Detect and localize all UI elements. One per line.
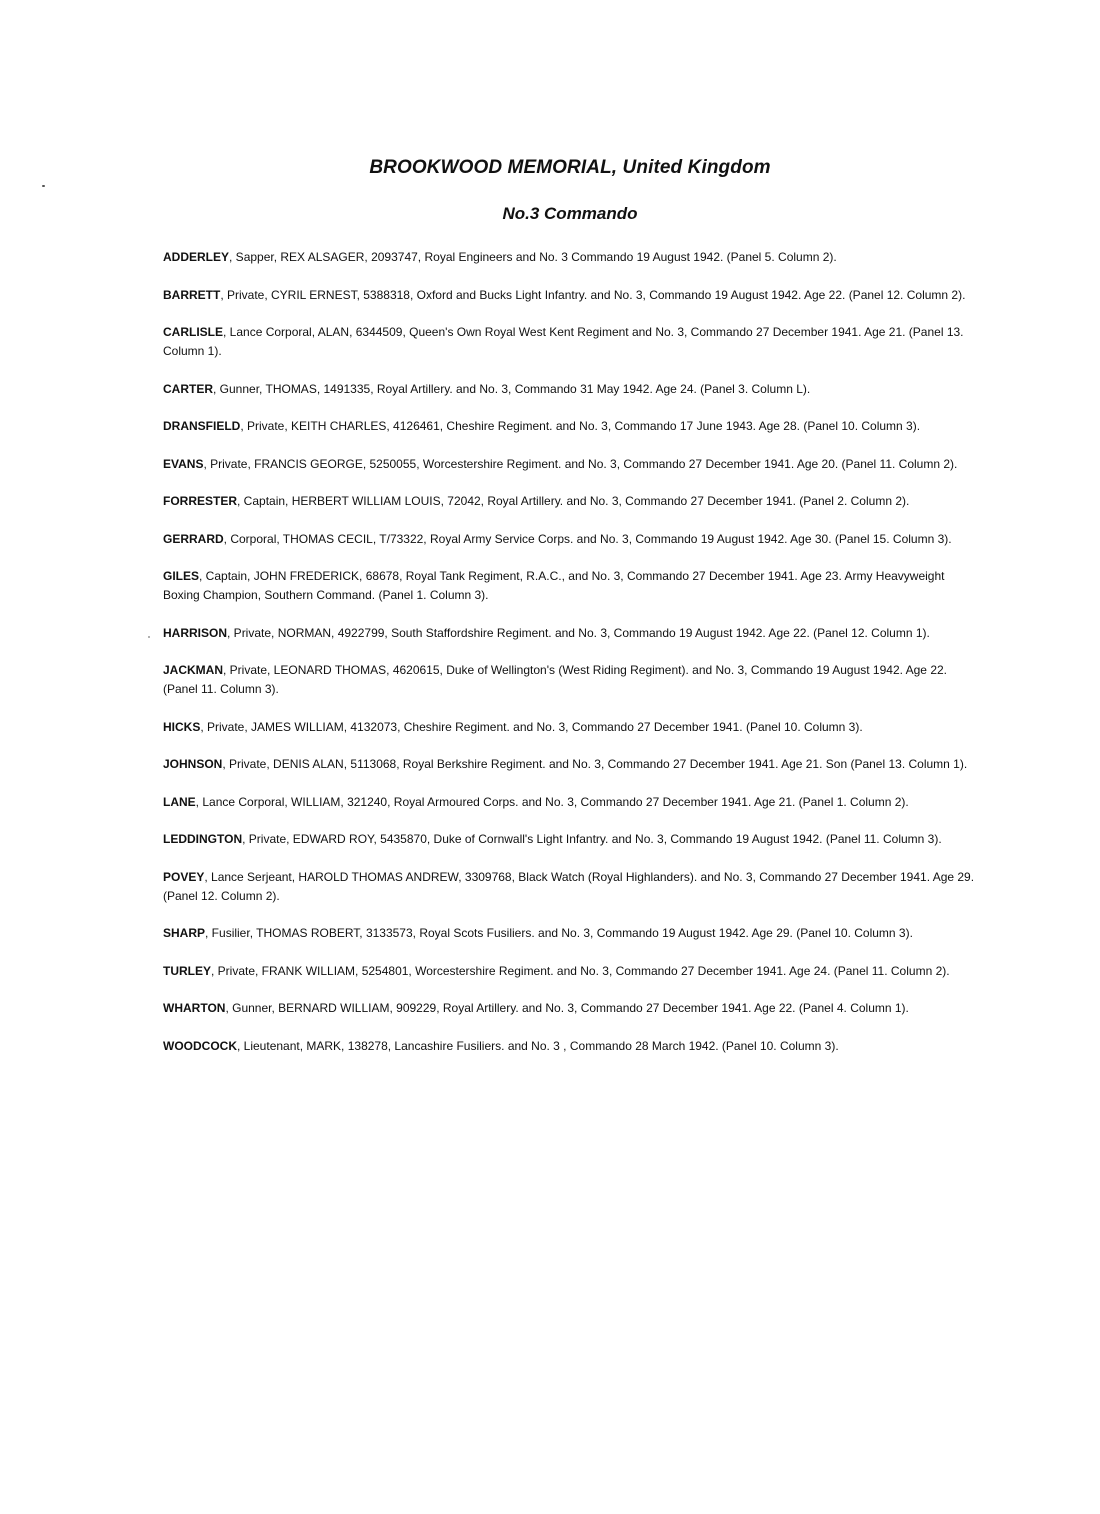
entry-surname: GILES <box>163 569 200 583</box>
casualty-entry <box>163 492 983 511</box>
casualty-entry <box>163 924 983 943</box>
entry-details: , Captain, HERBERT WILLIAM LOUIS, 72042, Royal Artillery. and No. 3, Commando 27 December 1941. (Panel 2. Column 2). <box>237 494 910 508</box>
entry-surname: JOHNSON <box>163 757 223 771</box>
casualty-entry <box>163 624 983 643</box>
entry-details: , Lance Serjeant, HAROLD THOMAS ANDREW, 3309768, Black Watch (Royal Highlanders). and No. 3, Commando 27 December 1941. Age 29. (Panel 12. Column 2). <box>163 869 975 903</box>
entry-surname: WHARTON <box>163 1001 226 1015</box>
entry-details: , Private, CYRIL ERNEST, 5388318, Oxford and Bucks Light Infantry. and No. 3, Commando 19 August 1942. Age 22. (Panel 12. Column 2). <box>220 287 966 302</box>
entry-surname: ADDERLEY <box>163 250 230 264</box>
casualty-entry <box>163 380 983 399</box>
entry-surname: JACKMAN <box>163 663 223 677</box>
casualty-entry <box>163 718 983 737</box>
entry-surname: CARTER <box>163 381 213 396</box>
entry-surname: HICKS <box>163 719 201 734</box>
entry-details: , Private, FRANK WILLIAM, 5254801, Worcestershire Regiment. and No. 3, Commando 27 December 1941. Age 24. (Panel 11. Column 2). <box>211 963 950 978</box>
entry-details: , Corporal, THOMAS CECIL, T/73322, Royal Army Service Corps. and No. 3, Commando 19 August 1942. Age 30. (Panel 15. Column 3). <box>223 531 952 546</box>
entry-details: , Gunner, BERNARD WILLIAM, 909229, Royal Artillery. and No. 3, Commando 27 December 1941. Age 22. (Panel 4. Column 1). <box>225 1001 909 1015</box>
entry-details: , Gunner, THOMAS, 1491335, Royal Artillery. and No. 3, Commando 31 May 1942. Age 24. (Panel 3. Column L). <box>213 381 811 396</box>
entry-details: , Captain, JOHN FREDERICK, 68678, Royal Tank Regiment, R.A.C., and No. 3, Commando 27 December 1941. Age 23. Army Heavyweight Boxing Champion, Southern Command. (Panel 1. Column 3). <box>163 569 945 602</box>
entry-surname: TURLEY <box>163 963 211 978</box>
entry-surname: EVANS <box>163 456 204 471</box>
entry-surname: BARRETT <box>163 287 221 302</box>
casualty-entry <box>163 755 983 774</box>
casualty-entry <box>163 962 983 981</box>
casualty-entry <box>163 999 983 1018</box>
memorial-title: BROOKWOOD MEMORIAL, United Kingdom <box>369 157 771 178</box>
casualty-entry <box>163 417 983 436</box>
casualty-entry <box>163 248 983 267</box>
entry-details: , Fusilier, THOMAS ROBERT, 3133573, Royal Scots Fusiliers. and No. 3, Commando 19 August 1942. Age 29. (Panel 10. Column 3). <box>205 926 913 940</box>
entry-details: , Private, FRANCIS GEORGE, 5250055, Worcestershire Regiment. and No. 3, Commando 27 December 1941. Age 20. (Panel 11. Column 2). <box>203 456 958 471</box>
entry-surname: FORRESTER <box>163 494 238 508</box>
entry-details: , Lieutenant, MARK, 138278, Lancashire Fusiliers. and No. 3 , Commando 28 March 1942. (Panel 10. Column 3). <box>237 1038 839 1053</box>
entry-details: , Lance Corporal, ALAN, 6344509, Queen's Own Royal West Kent Regiment and No. 3, Commando 27 December 1941. Age 21. (Panel 13. Column 1). <box>163 325 964 358</box>
entry-surname: LANE <box>163 794 196 809</box>
entry-surname: GERRARD <box>163 531 224 546</box>
entry-details: , Private, EDWARD ROY, 5435870, Duke of Cornwall's Light Infantry. and No. 3, Commando 19 August 1942. (Panel 11. Column 3). <box>242 832 942 846</box>
entry-details: , Lance Corporal, WILLIAM, 321240, Royal Armoured Corps. and No. 3, Commando 27 December 1941. Age 21. (Panel 1. Column 2). <box>195 794 909 809</box>
scan-speck <box>148 636 150 638</box>
entry-surname: WOODCOCK <box>163 1038 237 1053</box>
entry-details: , Private, KEITH CHARLES, 4126461, Cheshire Regiment. and No. 3, Commando 17 June 1943. Age 28. (Panel 10. Column 3). <box>240 419 921 433</box>
entry-details: , Private, JAMES WILLIAM, 4132073, Cheshire Regiment. and No. 3, Commando 27 December 1941. (Panel 10. Column 3). <box>200 719 863 734</box>
unit-subtitle: No.3 Commando <box>502 204 638 223</box>
entry-surname: POVEY <box>163 869 205 884</box>
casualty-entry <box>163 530 983 549</box>
casualty-entry <box>163 830 983 849</box>
entry-details: , Private, NORMAN, 4922799, South Staffordshire Regiment. and No. 3, Commando 19 August 1942. Age 22. (Panel 12. Column 1). <box>227 625 930 640</box>
casualty-entry <box>163 1037 983 1056</box>
entry-details: , Private, LEONARD THOMAS, 4620615, Duke of Wellington's (West Riding Regiment). and No. 3, Commando 19 August 1942. Age 22. (Panel 11. Column 3). <box>163 663 947 696</box>
entry-surname: CARLISLE <box>163 325 223 339</box>
casualty-list <box>163 248 983 1074</box>
entry-details: , Sapper, REX ALSAGER, 2093747, Royal Engineers and No. 3 Commando 19 August 1942. (Panel 5. Column 2). <box>229 250 837 264</box>
casualty-entry <box>163 661 983 699</box>
casualty-entry <box>163 286 983 305</box>
entry-surname: SHARP <box>163 926 206 940</box>
casualty-entry <box>163 323 983 361</box>
entry-details: , Private, DENIS ALAN, 5113068, Royal Berkshire Regiment. and No. 3, Commando 27 December 1941. Age 21. Son (Panel 13. Column 1). <box>222 757 968 771</box>
casualty-entry <box>163 868 983 906</box>
entry-surname: DRANSFIELD <box>163 419 241 433</box>
entry-surname: HARRISON <box>163 625 228 640</box>
entry-surname: LEDDINGTON <box>163 832 243 846</box>
scan-speck <box>42 185 45 187</box>
casualty-entry <box>163 793 983 812</box>
casualty-entry <box>163 455 983 474</box>
casualty-entry <box>163 567 983 605</box>
